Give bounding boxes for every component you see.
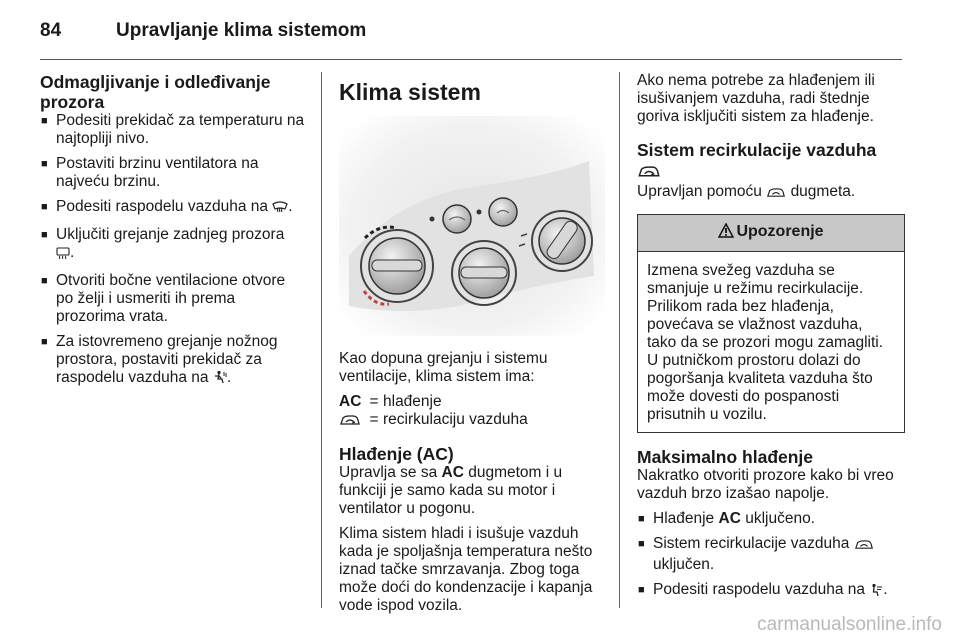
list-item: ■ Sistem recirkulacije vazduha uključen. xyxy=(637,535,905,574)
column-3 xyxy=(637,72,905,609)
defog-steps xyxy=(40,112,306,390)
warning-box xyxy=(637,214,905,433)
column-1 xyxy=(40,72,306,397)
warning-text: Izmena svežeg vazduha se smanjuje u režimu recirkulacije. Prilikom rada bez hlađenja, povećava se vlažnost vazduha, tako da se prozori mogu zamagliti. U putničkom prostoru dolazi do pogoršanja kvaliteta vazduha što može dovesti do pospanosti prisutnih u vozilu. xyxy=(647,262,884,423)
cooling-paragraph-1: Upravlja se sa AC dugmetom i u funkciji je samo kada su motor i ventilator u pogonu. xyxy=(339,464,563,517)
climate-intro: Kao dopuna grejanju i sistemu ventilacije, klima sistem ima: xyxy=(339,350,548,385)
air-recirculation-icon xyxy=(854,538,874,556)
list-item: ■ Uključiti grejanje zadnjeg prozora . xyxy=(40,226,306,265)
fuel-saving-paragraph: Ako nema potrebe za hlađenjem ili isušivanjem vazduha, radi štednje goriva isključiti sistem za hlađenje. xyxy=(637,72,875,125)
list-item: ■ Hlađenje AC uključeno. xyxy=(637,510,905,528)
cooling-paragraph-2: Klima sistem hladi i isušuje vazduh kada je spoljašnja temperatura nešto iznad tačke smrzavanja. Zbog toga može doći do kondenzacije i kapanja vode ispod vozila. xyxy=(339,525,593,614)
climate-control-panel-image xyxy=(339,116,605,336)
list-item: ■ Postaviti brzinu ventilatora na najveću brzinu. xyxy=(40,155,306,191)
footwell-windscreen-icon xyxy=(213,370,227,390)
feature-definitions xyxy=(339,393,605,432)
definition-row: AC = hlađenje xyxy=(339,393,442,410)
face-vent-icon xyxy=(869,583,883,602)
rear-window-heating-icon xyxy=(56,247,70,265)
list-item: ■ Podesiti raspodelu vazduha na . xyxy=(40,198,306,219)
column-divider-1 xyxy=(321,72,322,608)
recirculation-paragraph: Upravljan pomoću dugmeta. xyxy=(637,183,905,204)
header-rule xyxy=(40,59,902,60)
definition-row: = recirkulaciju vazduha xyxy=(339,411,605,432)
windscreen-defrost-icon xyxy=(272,200,288,219)
max-cooling-heading: Maksimalno hlađenje xyxy=(637,447,814,467)
list-item: ■ Podesiti raspodelu vazduha na . xyxy=(637,581,905,602)
column-2 xyxy=(339,72,605,622)
defog-heading: Odmagljivanje i odleđivanje prozora xyxy=(40,72,271,112)
air-recirculation-icon xyxy=(339,414,361,432)
warning-triangle-icon xyxy=(718,223,734,243)
max-cooling-steps xyxy=(637,510,905,602)
page-number: 84 xyxy=(40,20,62,41)
recirculation-heading: Sistem recirkulacije vazduha xyxy=(637,140,905,183)
max-cooling-paragraph: Nakratko otvoriti prozore kako bi vreo vazduh brzo izašao napolje. xyxy=(637,467,894,502)
air-recirculation-icon xyxy=(766,186,786,204)
air-recirculation-icon xyxy=(637,163,661,183)
page-title: Upravljanje klima sistemom xyxy=(116,20,367,41)
warning-header: Upozorenje xyxy=(638,215,904,252)
column-divider-2 xyxy=(619,72,620,608)
list-item: ■ Otvoriti bočne ventilacione otvore po želji i usmeriti ih prema prozorima vrata. xyxy=(40,272,306,326)
watermark: carmanualsonline.info xyxy=(757,614,942,635)
cooling-heading: Hlađenje (AC) xyxy=(339,444,454,464)
climate-system-heading: Klima sistem xyxy=(339,79,481,105)
list-item: ■ Za istovremeno grejanje nožnog prostora, postaviti prekidač za raspodelu vazduha na . xyxy=(40,333,306,390)
list-item: ■ Podesiti prekidač za temperaturu na najtopliji nivo. xyxy=(40,112,306,148)
